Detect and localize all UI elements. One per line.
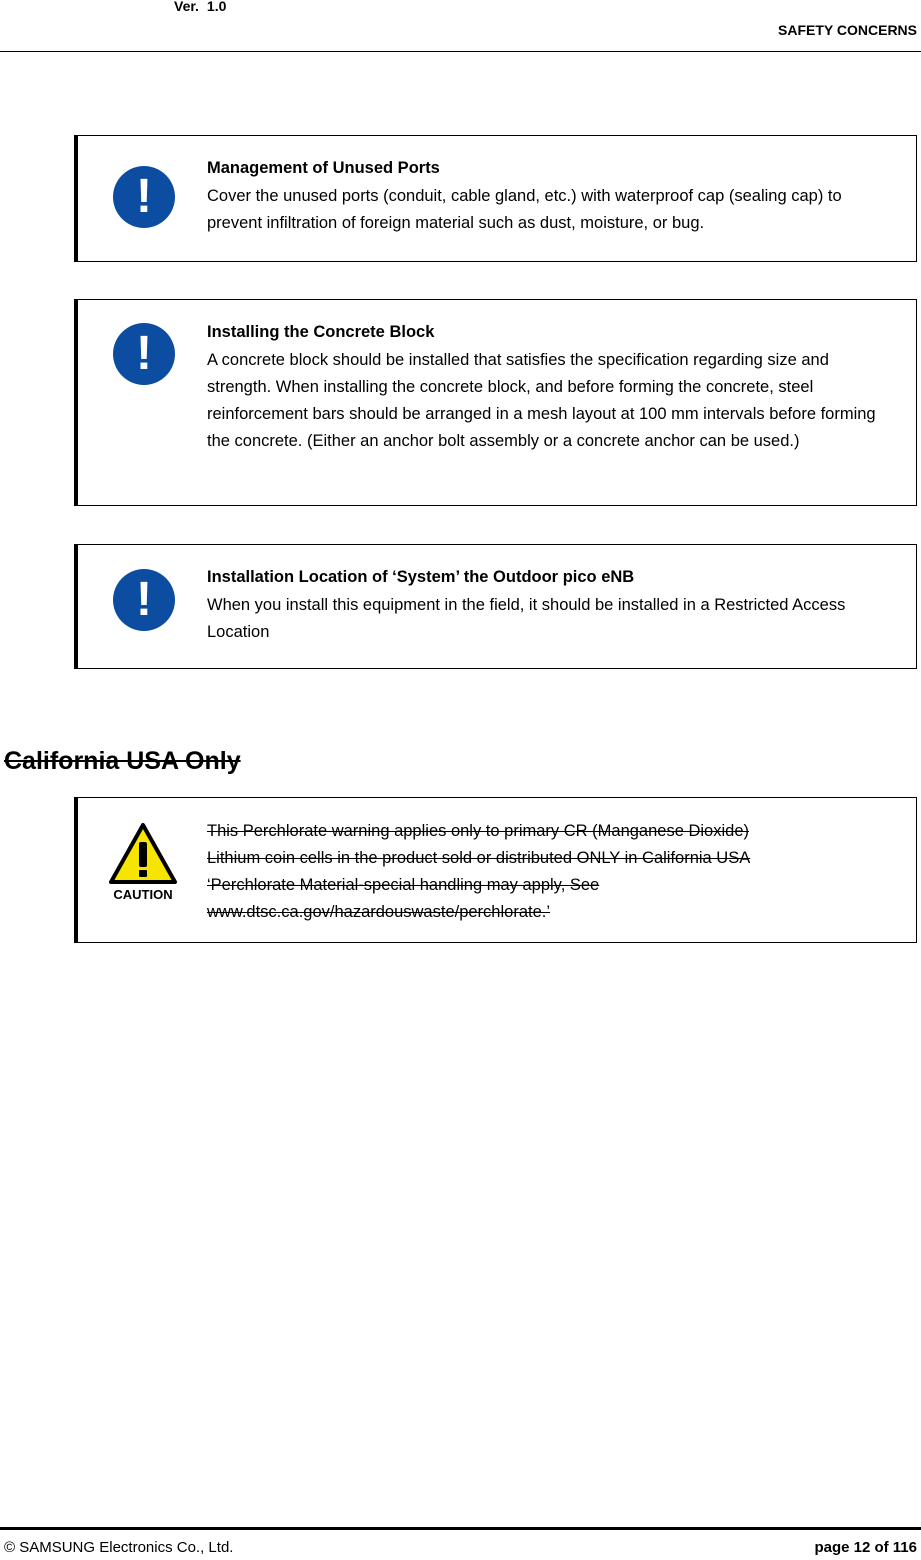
notice-title: Installation Location of ‘System’ the Outdoor pico eNB <box>207 568 635 586</box>
exclamation-icon: ! <box>113 569 175 631</box>
exclamation-icon: ! <box>113 166 175 228</box>
exclamation-icon: ! <box>113 323 175 385</box>
notice-box-concrete-block <box>74 299 917 506</box>
version-prefix: Ver. <box>174 0 199 14</box>
perchlorate-line: This Perchlorate warning applies only to primary CR (Manganese Dioxide) <box>207 822 749 840</box>
page-number: page 12 of 116 <box>814 1539 917 1556</box>
section-heading-california: California USA Only <box>4 747 241 775</box>
footer-divider <box>0 1527 921 1530</box>
perchlorate-link: www.dtsc.ca.gov/hazardouswaste/perchlorate.’ <box>207 903 551 921</box>
caution-box-perchlorate <box>74 797 917 943</box>
caution-triangle-icon <box>108 822 178 902</box>
notice-body: Cover the unused ports (conduit, cable gland, etc.) with waterproof cap (sealing cap) to prevent infiltration of foreign material such as dust, moisture, or bug. <box>207 187 842 232</box>
caution-label: CAUTION <box>113 887 173 902</box>
notice-body: When you install this equipment in the field, it should be installed in a Restricted Access Location <box>207 596 846 641</box>
notice-title: Installing the Concrete Block <box>207 323 435 341</box>
section-title: SAFETY CONCERNS <box>778 22 917 38</box>
notice-box-installation-location <box>74 544 917 669</box>
perchlorate-line: Lithium coin cells in the product sold or distributed ONLY in California USA <box>207 849 751 867</box>
notice-body: A concrete block should be installed that satisfies the specification regarding size and strength. When installing the concrete block, and before forming the concrete, steel reinforcement bars should be arranged in a mesh layout at 100 mm intervals before forming the concrete. (Either an anchor bolt assembly or a concrete anchor can be used.) <box>207 351 876 450</box>
copyright-text: © SAMSUNG Electronics Co., Ltd. <box>4 1539 234 1556</box>
header-divider <box>0 51 921 52</box>
version-number: 1.0 <box>206 0 227 14</box>
notice-title: Management of Unused Ports <box>207 159 440 177</box>
perchlorate-line: ‘Perchlorate Material-special handling may apply, See <box>207 876 600 894</box>
version-label <box>174 0 226 14</box>
notice-box-unused-ports <box>74 135 917 262</box>
